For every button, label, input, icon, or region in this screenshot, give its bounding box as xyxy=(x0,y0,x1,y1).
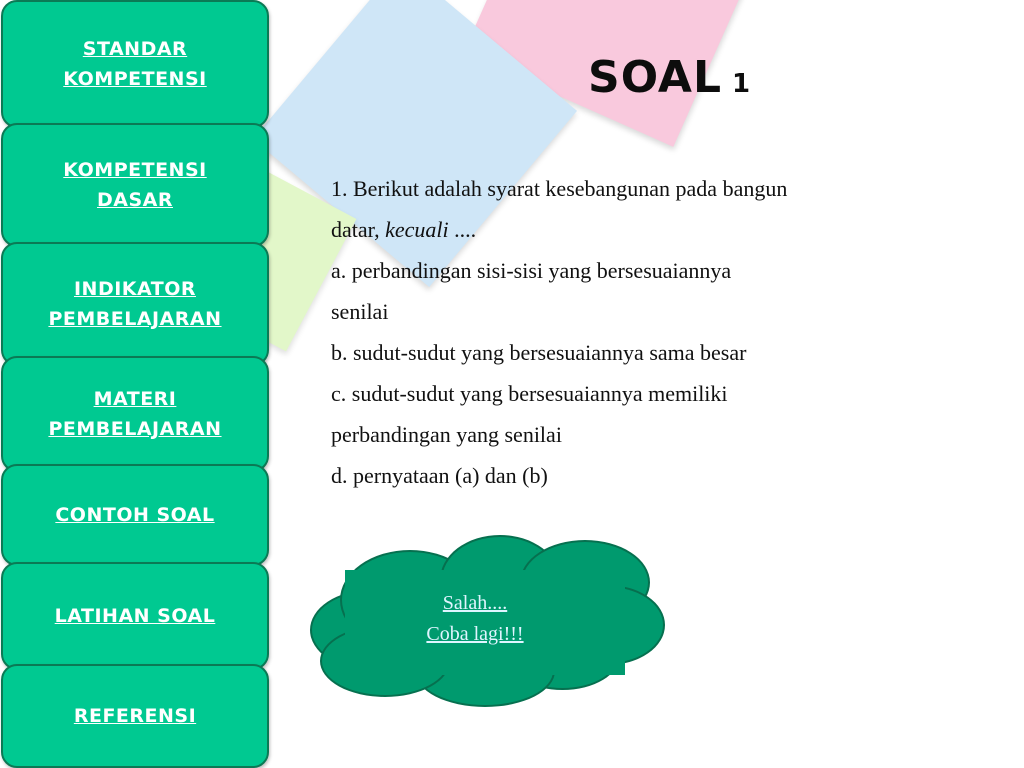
option-b: b. sudut-sudut yang bersesuaiannya sama besar xyxy=(331,340,747,365)
page-title xyxy=(588,52,750,103)
nav-referensi-button[interactable] xyxy=(1,664,269,768)
question-suffix: .... xyxy=(448,217,477,242)
option-c: c. sudut-sudut yang bersesuaiannya memiliki xyxy=(331,381,728,406)
feedback-line-2: Coba lagi!!! xyxy=(426,623,524,645)
option-c-continued: perbandingan yang senilai xyxy=(331,422,562,447)
nav-latihan-soal-button[interactable] xyxy=(1,562,269,670)
sidebar-navigation xyxy=(0,0,274,768)
question-block xyxy=(331,168,951,496)
question-prefix: datar, xyxy=(331,217,386,242)
nav-label: LATIHAN SOAL xyxy=(54,605,216,627)
feedback-cloud[interactable] xyxy=(305,530,670,710)
option-d: d. pernyataan (a) dan (b) xyxy=(331,463,548,488)
nav-indikator-pembelajaran-button[interactable] xyxy=(1,242,269,366)
nav-contoh-soal-button[interactable] xyxy=(1,464,269,566)
nav-kompetensi-dasar-button[interactable] xyxy=(1,123,269,247)
nav-label: CONTOH SOAL xyxy=(55,504,215,526)
nav-label: REFERENSI xyxy=(73,705,197,727)
nav-label: INDIKATOR PEMBELAJARAN xyxy=(48,278,222,330)
nav-standar-kompetensi-button[interactable] xyxy=(1,0,269,128)
title-text: SOAL xyxy=(588,52,723,103)
option-a-continued: senilai xyxy=(331,299,389,324)
nav-label: KOMPETENSI DASAR xyxy=(63,159,207,211)
feedback-line-1: Salah.... xyxy=(442,592,508,614)
question-stem-continued xyxy=(331,209,951,250)
question-emphasis: kecuali xyxy=(385,217,449,242)
feedback-message[interactable] xyxy=(385,588,565,650)
title-number: 1 xyxy=(732,69,751,99)
nav-materi-pembelajaran-button[interactable] xyxy=(1,356,269,472)
option-a: a. perbandingan sisi-sisi yang bersesuaiannya xyxy=(331,258,732,283)
question-stem: 1. Berikut adalah syarat kesebangunan pada bangun xyxy=(331,176,788,201)
nav-label: STANDAR KOMPETENSI xyxy=(63,38,207,90)
nav-label: MATERI PEMBELAJARAN xyxy=(48,388,222,440)
